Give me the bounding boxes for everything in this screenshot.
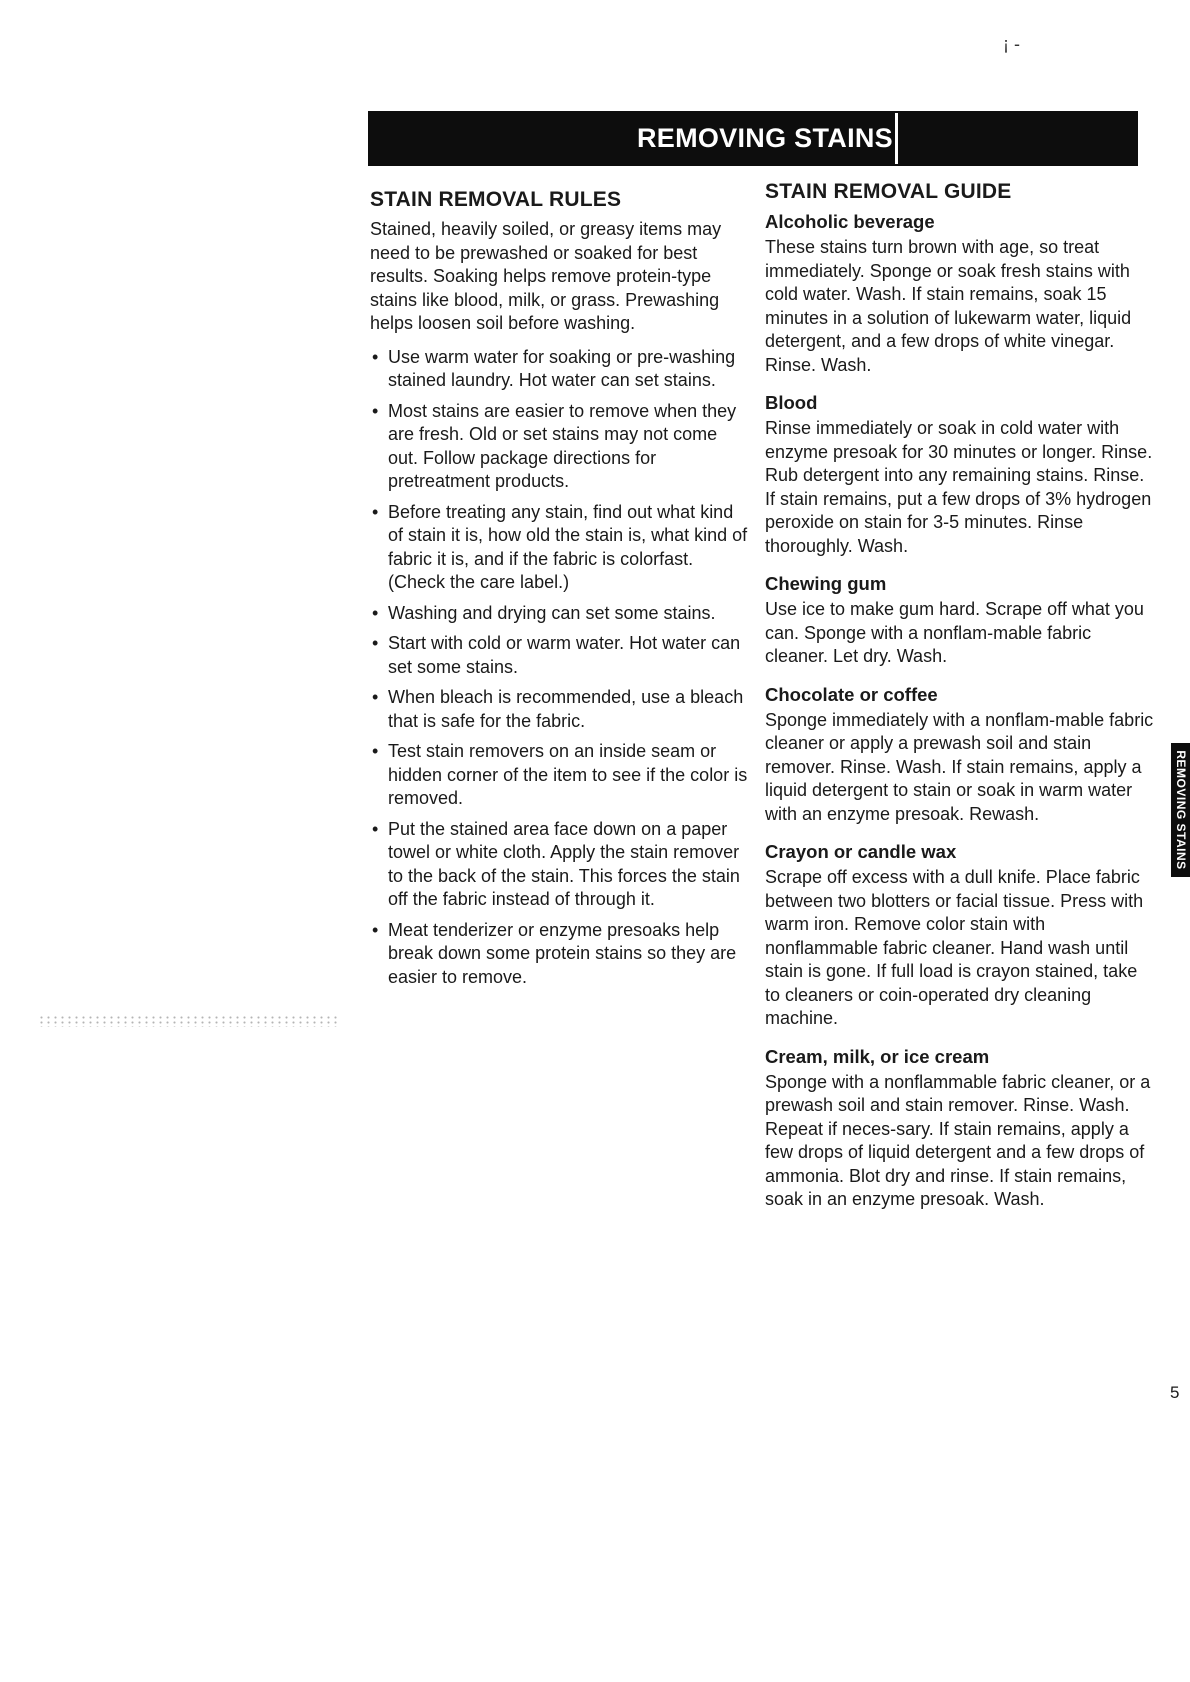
bullet-icon: • bbox=[372, 400, 379, 421]
stain-removal-rules-section bbox=[370, 188, 750, 996]
stain-title: Blood bbox=[765, 392, 818, 413]
stain-title: Alcoholic beverage bbox=[765, 211, 935, 232]
list-item-text: Test stain removers on an inside seam or hidden corner of the item to see if the color is removed. bbox=[388, 741, 748, 808]
stain-instructions: Use ice to make gum hard. Scrape off what you can. Sponge with a nonflam-mable fabric cleaner. Let dry. Wash. bbox=[765, 599, 1144, 666]
list-item bbox=[370, 686, 750, 733]
bullet-icon: • bbox=[372, 346, 379, 367]
guide-heading: STAIN REMOVAL GUIDE bbox=[765, 180, 1012, 203]
stain-entry-crayon-wax bbox=[765, 840, 1155, 1031]
page-title: REMOVING STAINS bbox=[636, 123, 893, 153]
stain-entry-alcoholic-beverage bbox=[765, 210, 1155, 377]
bullet-icon: • bbox=[372, 602, 379, 623]
bullet-icon: • bbox=[372, 818, 379, 839]
rules-intro: Stained, heavily soiled, or greasy items may need to be prewashed or soaked for best results. Soaking helps remove protein-type stains like blood, milk, or grass. Prewashing helps loosen soil before washing. bbox=[370, 219, 722, 333]
list-item bbox=[370, 602, 750, 626]
list-item-text: Most stains are easier to remove when they are fresh. Old or set stains may not come out. Follow package directions for pretreatment products. bbox=[388, 400, 737, 491]
bullet-icon: • bbox=[372, 633, 379, 653]
list-item bbox=[370, 501, 750, 595]
list-item bbox=[370, 632, 750, 679]
list-item-text: Put the stained area face down on a paper towel or white cloth. Apply the stain remover to the back of the stain. This forces the stain off the fabric instead of through it. bbox=[388, 818, 740, 909]
stain-title: Chewing gum bbox=[765, 573, 887, 594]
stain-entry-blood bbox=[765, 391, 1155, 558]
stain-title: Crayon or candle wax bbox=[765, 841, 957, 862]
list-item bbox=[370, 400, 750, 494]
list-item-text: Washing and drying can set some stains. bbox=[388, 602, 716, 623]
bullet-icon: • bbox=[372, 687, 379, 707]
list-item-text: Before treating any stain, find out what kind of stain it is, how old the stain is, what kind of fabric it is, and if the fabric is colorfast. (Check the care label.) bbox=[388, 501, 748, 592]
stain-instructions: These stains turn brown with age, so treat immediately. Sponge or soak fresh stains with cold water. Wash. If stain remains, soak 15 minutes in a solution of lukewarm water, liquid detergent, and a few drops of white vinegar. Rinse. Wash. bbox=[765, 237, 1132, 375]
stain-instructions: Sponge with a nonflammable fabric cleaner, or a prewash soil and stain remover. Rinse. Wash. Repeat if neces-sary. If stain remains, apply a few drops of liquid detergent and a few drops of ammonia. Blot dry and rinse. If stain remains, soak in an enzyme presoak. Wash. bbox=[765, 1071, 1151, 1209]
bullet-icon: • bbox=[372, 501, 379, 522]
header-bar bbox=[368, 111, 1138, 166]
list-item bbox=[370, 919, 750, 990]
stain-title: Cream, milk, or ice cream bbox=[765, 1045, 990, 1067]
stain-title: Chocolate or coffee bbox=[765, 683, 938, 705]
header-divider bbox=[895, 113, 898, 164]
section-side-tab bbox=[1171, 743, 1190, 877]
list-item-text: Meat tenderizer or enzyme presoaks help break down some protein stains so they are easier to remove. bbox=[388, 919, 737, 987]
stain-entry-cream-milk bbox=[765, 1045, 1155, 1212]
bullet-icon: • bbox=[372, 919, 379, 940]
list-item bbox=[370, 818, 750, 912]
stain-instructions: Sponge immediately with a nonflam-mable fabric cleaner or apply a prewash soil and stain remover. Rinse. Wash. If stain remains, apply a liquid detergent to stain or soak in warm water with an enzyme presoak. Rewash. bbox=[765, 709, 1154, 824]
stain-entry-chocolate-coffee bbox=[765, 683, 1155, 827]
side-tab-label: REMOVING STAINS bbox=[1173, 750, 1188, 870]
list-item bbox=[370, 740, 750, 811]
bullet-icon: • bbox=[372, 741, 379, 761]
list-item-text: Use warm water for soaking or pre-washing stained laundry. Hot water can set stains. bbox=[388, 346, 736, 390]
corner-mark: ¡ - bbox=[1003, 34, 1020, 54]
list-item-text: When bleach is recommended, use a bleach that is safe for the fabric. bbox=[388, 687, 744, 731]
stain-instructions: Rinse immediately or soak in cold water with enzyme presoak for 30 minutes or longer. Rinse. Rub detergent into any remaining stains. Rinse. If stain remains, put a few drops of 3% hydrogen peroxide on stain for 3-5 minutes. Rinse thoroughly. Wash. bbox=[765, 418, 1153, 556]
rules-heading: STAIN REMOVAL RULES bbox=[370, 188, 622, 211]
rules-list bbox=[370, 346, 750, 990]
stain-instructions: Scrape off excess with a dull knife. Place fabric between two blotters or facial tissue. Press with warm iron. Remove color stain with nonflammable fabric cleaner. Hand wash until stain is gone. If full load is crayon stained, take to cleaners or coin-operated dry cleaning machine. bbox=[765, 867, 1144, 1028]
stain-entry-chewing-gum bbox=[765, 572, 1155, 669]
list-item-text: Start with cold or warm water. Hot water can set some stains. bbox=[388, 633, 741, 677]
stain-removal-guide-section bbox=[765, 180, 1155, 1226]
list-item bbox=[370, 346, 750, 393]
page-number: 5 bbox=[1170, 1383, 1180, 1402]
scan-artifact bbox=[38, 1015, 338, 1027]
